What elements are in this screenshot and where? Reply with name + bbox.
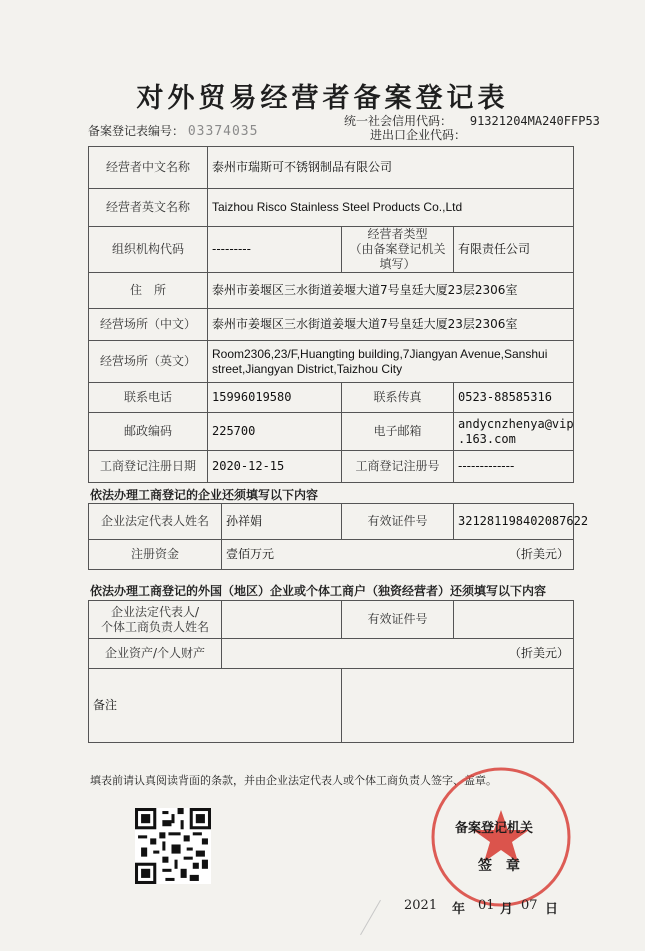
row-biz-place-cn bbox=[89, 309, 574, 341]
legal-rep-label: 企业法定代表人姓名 bbox=[89, 504, 222, 540]
credit-code: 91321204MA240FFP53 bbox=[469, 114, 600, 128]
assets-label: 企业资产/个人财产 bbox=[89, 639, 222, 669]
biz-type: 有限责任公司 bbox=[454, 227, 574, 273]
foreign-rep bbox=[222, 601, 342, 639]
authority-label: 备案登记机关 bbox=[455, 821, 534, 836]
postal-label: 邮政编码 bbox=[89, 413, 208, 451]
date-month: 01 bbox=[478, 898, 495, 913]
fax-label: 联系传真 bbox=[342, 383, 454, 413]
biz-type-label bbox=[342, 227, 454, 273]
email-line1: andycnzhenya@vip bbox=[458, 416, 574, 431]
foreign-table bbox=[88, 600, 574, 743]
cn-name: 泰州市瑞斯可不锈钢制品有限公司 bbox=[208, 147, 574, 189]
org-code-label: 组织机构代码 bbox=[89, 227, 208, 273]
date-year-unit: 年 bbox=[452, 902, 466, 917]
residence: 泰州市姜堰区三水街道姜堰大道7号皇廷大厦23层2306室 bbox=[208, 273, 574, 309]
en-name-label: 经营者英文名称 bbox=[89, 189, 208, 227]
row-capital bbox=[89, 540, 574, 570]
legal-rep: 孙祥娟 bbox=[222, 504, 342, 540]
foreign-id-label: 有效证件号 bbox=[342, 601, 454, 639]
reg-date-label: 工商登记注册日期 bbox=[89, 451, 208, 483]
row-biz-place-en bbox=[89, 341, 574, 383]
reg-no: ------------- bbox=[454, 451, 574, 483]
legal-rep-id-label: 有效证件号 bbox=[342, 504, 454, 540]
biz-type-label-line1: 经营者类型 bbox=[367, 227, 428, 241]
fax: 0523-88585316 bbox=[454, 383, 574, 413]
org-code: --------- bbox=[208, 227, 342, 273]
form-title: 对外贸易经营者备案登记表 bbox=[136, 83, 509, 114]
foreign-rep-label bbox=[89, 601, 222, 639]
date-year: 2021 bbox=[404, 898, 438, 913]
official-seal-icon bbox=[426, 762, 576, 912]
row-org-code bbox=[89, 227, 574, 273]
capital: 壹佰万元 bbox=[226, 547, 275, 561]
qr-code-icon bbox=[135, 808, 211, 884]
foreign-rep-label-line1: 企业法定代表人/ bbox=[110, 604, 200, 619]
row-foreign-rep bbox=[89, 601, 574, 639]
capital-unit: （折美元） bbox=[508, 547, 569, 561]
import-export-code-label: 进出口企业代码： bbox=[370, 128, 467, 142]
biz-place-cn: 泰州市姜堰区三水街道姜堰大道7号皇廷大厦23层2306室 bbox=[208, 309, 574, 341]
date-day-unit: 日 bbox=[545, 902, 559, 917]
signature-label: 签 章 bbox=[478, 858, 520, 874]
reg-date: 2020-12-15 bbox=[208, 451, 342, 483]
capital-label: 注册资金 bbox=[89, 540, 222, 570]
foreign-rep-label-line2: 个体工商负责人姓名 bbox=[100, 619, 209, 634]
email-label: 电子邮箱 bbox=[342, 413, 454, 451]
capital-cell bbox=[222, 540, 574, 570]
biz-type-label-line2: （由备案登记机关填写） bbox=[349, 242, 446, 271]
residence-label: 住 所 bbox=[89, 273, 208, 309]
email-line2: .163.com bbox=[458, 431, 516, 446]
foreign-id bbox=[454, 601, 574, 639]
notes-value bbox=[342, 669, 574, 743]
postal: 225700 bbox=[208, 413, 342, 451]
date-month-unit: 月 bbox=[500, 902, 514, 917]
row-notes bbox=[89, 669, 574, 743]
row-legal-rep bbox=[89, 504, 574, 540]
section1-heading: 依法办理工商登记的企业还须填写以下内容 bbox=[90, 488, 319, 502]
en-name: Taizhou Risco Stainless Steel Products Co.,Ltd bbox=[208, 189, 574, 227]
biz-place-en bbox=[208, 341, 574, 383]
credit-code-label: 统一社会信用代码： bbox=[344, 114, 453, 128]
form-no-label: 备案登记表编号： bbox=[88, 124, 185, 138]
reg-no-label: 工商登记注册号 bbox=[342, 451, 454, 483]
main-info-table bbox=[88, 146, 574, 483]
assets-unit: （折美元） bbox=[222, 639, 574, 669]
section2-heading: 依法办理工商登记的外国（地区）企业或个体工商户（独资经营者）还须填写以下内容 bbox=[90, 584, 547, 598]
paper-fold-mark bbox=[360, 900, 407, 950]
form-no-line bbox=[88, 122, 258, 139]
date-day: 07 bbox=[521, 898, 538, 913]
row-cn-name bbox=[89, 147, 574, 189]
biz-place-cn-label: 经营场所（中文） bbox=[89, 309, 208, 341]
enterprise-table bbox=[88, 503, 589, 570]
cn-name-label: 经营者中文名称 bbox=[89, 147, 208, 189]
row-residence bbox=[89, 273, 574, 309]
row-phone bbox=[89, 383, 574, 413]
row-reg-date bbox=[89, 451, 574, 483]
row-assets bbox=[89, 639, 574, 669]
email bbox=[454, 413, 574, 451]
biz-place-en-label: 经营场所（英文） bbox=[89, 341, 208, 383]
row-postal bbox=[89, 413, 574, 451]
form-no: 03374035 bbox=[187, 124, 259, 139]
footer-statement: 填表前请认真阅读背面的条款，并由企业法定代表人或个体工商负责人签字、盖章。 bbox=[90, 774, 497, 787]
row-en-name bbox=[89, 189, 574, 227]
notes-label: 备注 bbox=[89, 669, 342, 743]
phone-label: 联系电话 bbox=[89, 383, 208, 413]
phone: 15996019580 bbox=[208, 383, 342, 413]
legal-rep-id: 321281198402087622 bbox=[454, 504, 574, 540]
biz-place-en-line1: Room2306,23/F,Huangting building,7Jiangyan Avenue,Sanshui bbox=[212, 346, 548, 361]
biz-place-en-line2: street,Jiangyan District,Taizhou City bbox=[212, 361, 403, 376]
